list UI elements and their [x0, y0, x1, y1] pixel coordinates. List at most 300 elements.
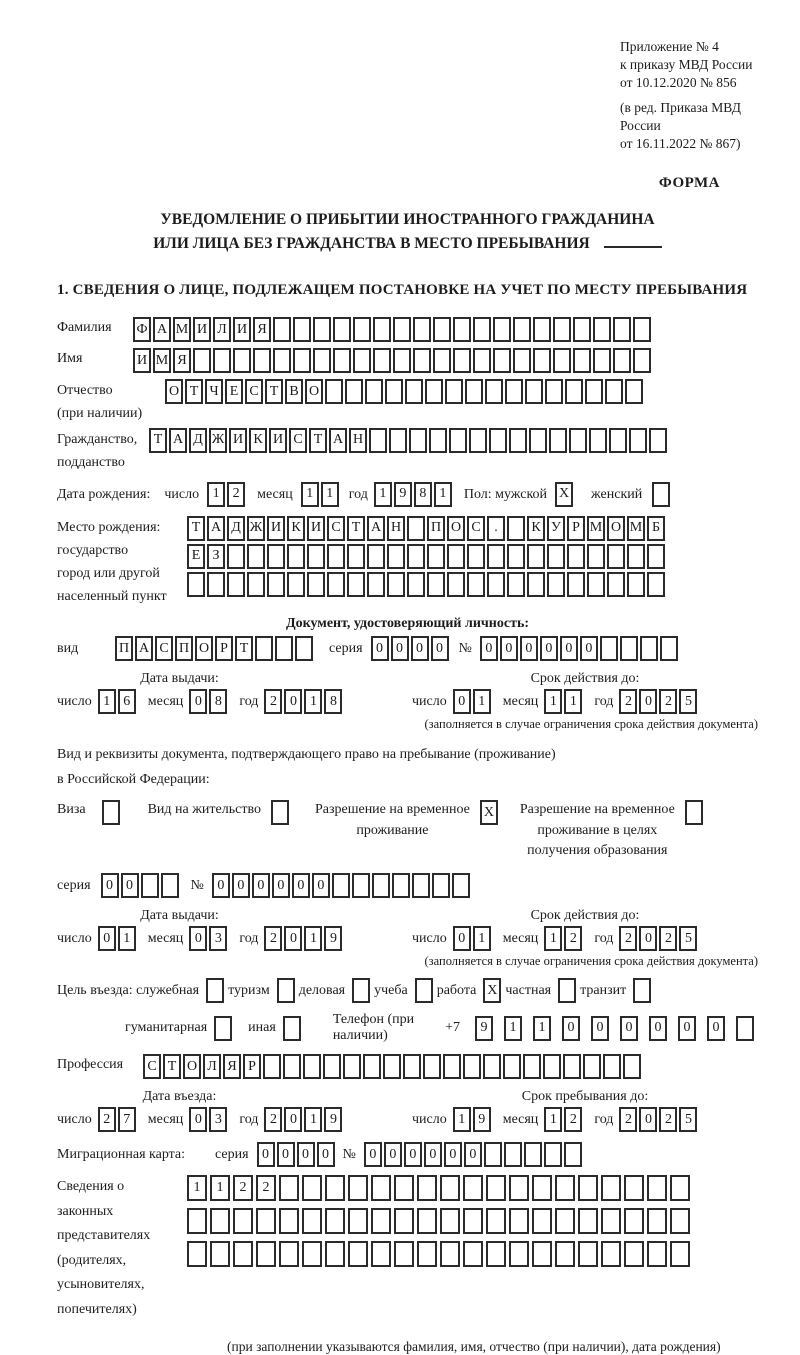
char-cell[interactable]: С: [327, 516, 345, 541]
char-cell[interactable]: 2: [564, 926, 582, 951]
char-cell[interactable]: [417, 1241, 437, 1267]
char-cell[interactable]: [489, 428, 507, 453]
char-cell[interactable]: [493, 348, 511, 373]
char-cell[interactable]: 5: [679, 1107, 697, 1132]
char-cell[interactable]: [463, 1054, 481, 1079]
char-cell[interactable]: 2: [264, 926, 282, 951]
char-cell[interactable]: [647, 1175, 667, 1201]
char-cell[interactable]: 1: [98, 689, 116, 714]
char-cell[interactable]: [287, 572, 305, 597]
char-cell[interactable]: [371, 1208, 391, 1234]
char-cell[interactable]: [507, 572, 525, 597]
char-cell[interactable]: [463, 1241, 483, 1267]
char-cell[interactable]: [367, 544, 385, 569]
char-cell[interactable]: С: [143, 1054, 161, 1079]
char-cell[interactable]: Т: [149, 428, 167, 453]
char-cell[interactable]: [283, 1054, 301, 1079]
char-cell[interactable]: О: [607, 516, 625, 541]
char-cell[interactable]: 0: [480, 636, 498, 661]
char-cell[interactable]: [287, 544, 305, 569]
char-cell[interactable]: 2: [659, 689, 677, 714]
char-cell[interactable]: [263, 1054, 281, 1079]
char-cell[interactable]: А: [169, 428, 187, 453]
char-cell[interactable]: 0: [232, 873, 250, 898]
char-cell[interactable]: 8: [209, 689, 227, 714]
char-cell[interactable]: [509, 1241, 529, 1267]
char-cell[interactable]: 0: [453, 689, 471, 714]
char-cell[interactable]: О: [165, 379, 183, 404]
char-cell[interactable]: [685, 800, 703, 825]
char-cell[interactable]: 0: [431, 636, 449, 661]
char-cell[interactable]: [405, 379, 423, 404]
char-cell[interactable]: [271, 800, 289, 825]
char-cell[interactable]: [513, 317, 531, 342]
char-cell[interactable]: 6: [118, 689, 136, 714]
char-cell[interactable]: [273, 348, 291, 373]
char-cell[interactable]: Ч: [205, 379, 223, 404]
char-cell[interactable]: Д: [189, 428, 207, 453]
char-cell[interactable]: 1: [321, 482, 339, 507]
char-cell[interactable]: [407, 516, 425, 541]
char-cell[interactable]: [313, 348, 331, 373]
char-cell[interactable]: 0: [500, 636, 518, 661]
char-cell[interactable]: [325, 1175, 345, 1201]
char-cell[interactable]: [323, 1054, 341, 1079]
char-cell[interactable]: [333, 317, 351, 342]
char-cell[interactable]: [589, 428, 607, 453]
char-cell[interactable]: Ф: [133, 317, 151, 342]
char-cell[interactable]: 0: [639, 689, 657, 714]
char-cell[interactable]: О: [447, 516, 465, 541]
char-cell[interactable]: [547, 544, 565, 569]
char-cell[interactable]: 7: [118, 1107, 136, 1132]
char-cell[interactable]: [509, 1208, 529, 1234]
char-cell[interactable]: 9: [324, 1107, 342, 1132]
char-cell[interactable]: [187, 1208, 207, 1234]
char-cell[interactable]: [187, 572, 205, 597]
char-cell[interactable]: 0: [312, 873, 330, 898]
char-cell[interactable]: [206, 978, 224, 1003]
char-cell[interactable]: 0: [540, 636, 558, 661]
char-cell[interactable]: И: [133, 348, 151, 373]
char-cell[interactable]: [383, 1054, 401, 1079]
char-cell[interactable]: [525, 379, 543, 404]
char-cell[interactable]: [573, 317, 591, 342]
char-cell[interactable]: [532, 1208, 552, 1234]
char-cell[interactable]: 1: [304, 689, 322, 714]
char-cell[interactable]: [433, 317, 451, 342]
char-cell[interactable]: 1: [473, 926, 491, 951]
char-cell[interactable]: 2: [98, 1107, 116, 1132]
char-cell[interactable]: А: [207, 516, 225, 541]
char-cell[interactable]: [473, 348, 491, 373]
char-cell[interactable]: [440, 1175, 460, 1201]
char-cell[interactable]: 0: [272, 873, 290, 898]
char-cell[interactable]: [453, 348, 471, 373]
char-cell[interactable]: 0: [404, 1142, 422, 1167]
char-cell[interactable]: [161, 873, 179, 898]
char-cell[interactable]: [407, 544, 425, 569]
char-cell[interactable]: [279, 1241, 299, 1267]
char-cell[interactable]: [493, 317, 511, 342]
char-cell[interactable]: 8: [414, 482, 432, 507]
char-cell[interactable]: [325, 1241, 345, 1267]
char-cell[interactable]: 0: [284, 689, 302, 714]
char-cell[interactable]: П: [175, 636, 193, 661]
char-cell[interactable]: X: [555, 482, 573, 507]
char-cell[interactable]: 1: [301, 482, 319, 507]
char-cell[interactable]: [352, 873, 370, 898]
char-cell[interactable]: [558, 978, 576, 1003]
char-cell[interactable]: [443, 1054, 461, 1079]
char-cell[interactable]: [413, 348, 431, 373]
char-cell[interactable]: 9: [324, 926, 342, 951]
char-cell[interactable]: Е: [187, 544, 205, 569]
char-cell[interactable]: [587, 572, 605, 597]
char-cell[interactable]: 0: [562, 1016, 580, 1041]
char-cell[interactable]: [415, 978, 433, 1003]
char-cell[interactable]: [467, 572, 485, 597]
char-cell[interactable]: [670, 1175, 690, 1201]
char-cell[interactable]: [593, 317, 611, 342]
char-cell[interactable]: [504, 1142, 522, 1167]
char-cell[interactable]: 0: [580, 636, 598, 661]
char-cell[interactable]: [573, 348, 591, 373]
char-cell[interactable]: [624, 1175, 644, 1201]
char-cell[interactable]: Т: [347, 516, 365, 541]
char-cell[interactable]: [325, 379, 343, 404]
char-cell[interactable]: А: [329, 428, 347, 453]
char-cell[interactable]: [649, 428, 667, 453]
char-cell[interactable]: [670, 1208, 690, 1234]
char-cell[interactable]: 0: [212, 873, 230, 898]
char-cell[interactable]: 1: [187, 1175, 207, 1201]
char-cell[interactable]: [413, 317, 431, 342]
char-cell[interactable]: [567, 544, 585, 569]
char-cell[interactable]: [564, 1142, 582, 1167]
char-cell[interactable]: [447, 572, 465, 597]
char-cell[interactable]: 0: [277, 1142, 295, 1167]
char-cell[interactable]: 1: [544, 1107, 562, 1132]
char-cell[interactable]: М: [627, 516, 645, 541]
char-cell[interactable]: [545, 379, 563, 404]
char-cell[interactable]: 1: [473, 689, 491, 714]
char-cell[interactable]: 1: [564, 689, 582, 714]
char-cell[interactable]: [369, 428, 387, 453]
char-cell[interactable]: [273, 317, 291, 342]
char-cell[interactable]: [647, 1241, 667, 1267]
char-cell[interactable]: [652, 482, 670, 507]
char-cell[interactable]: С: [245, 379, 263, 404]
char-cell[interactable]: [527, 544, 545, 569]
char-cell[interactable]: [423, 1054, 441, 1079]
char-cell[interactable]: [507, 516, 525, 541]
char-cell[interactable]: [102, 800, 120, 825]
char-cell[interactable]: 0: [189, 926, 207, 951]
char-cell[interactable]: 0: [101, 873, 119, 898]
char-cell[interactable]: [463, 1208, 483, 1234]
char-cell[interactable]: [487, 544, 505, 569]
char-cell[interactable]: [620, 636, 638, 661]
char-cell[interactable]: И: [229, 428, 247, 453]
char-cell[interactable]: [393, 348, 411, 373]
char-cell[interactable]: [603, 1054, 621, 1079]
char-cell[interactable]: [583, 1054, 601, 1079]
char-cell[interactable]: [425, 379, 443, 404]
char-cell[interactable]: Т: [265, 379, 283, 404]
char-cell[interactable]: [343, 1054, 361, 1079]
char-cell[interactable]: [633, 348, 651, 373]
char-cell[interactable]: 1: [374, 482, 392, 507]
char-cell[interactable]: 0: [257, 1142, 275, 1167]
char-cell[interactable]: 2: [227, 482, 245, 507]
char-cell[interactable]: [193, 348, 211, 373]
char-cell[interactable]: [670, 1241, 690, 1267]
char-cell[interactable]: [505, 379, 523, 404]
char-cell[interactable]: О: [195, 636, 213, 661]
char-cell[interactable]: М: [173, 317, 191, 342]
char-cell[interactable]: [629, 428, 647, 453]
char-cell[interactable]: [394, 1175, 414, 1201]
char-cell[interactable]: 8: [324, 689, 342, 714]
char-cell[interactable]: [549, 428, 567, 453]
char-cell[interactable]: Е: [225, 379, 243, 404]
char-cell[interactable]: [613, 317, 631, 342]
char-cell[interactable]: [467, 544, 485, 569]
char-cell[interactable]: [371, 1175, 391, 1201]
char-cell[interactable]: [394, 1241, 414, 1267]
char-cell[interactable]: [303, 1054, 321, 1079]
char-cell[interactable]: Б: [647, 516, 665, 541]
char-cell[interactable]: [352, 978, 370, 1003]
char-cell[interactable]: [555, 1208, 575, 1234]
char-cell[interactable]: 0: [364, 1142, 382, 1167]
char-cell[interactable]: [348, 1208, 368, 1234]
char-cell[interactable]: [633, 317, 651, 342]
char-cell[interactable]: [353, 348, 371, 373]
char-cell[interactable]: З: [207, 544, 225, 569]
char-cell[interactable]: 0: [189, 1107, 207, 1132]
char-cell[interactable]: [578, 1241, 598, 1267]
char-cell[interactable]: [327, 544, 345, 569]
char-cell[interactable]: И: [193, 317, 211, 342]
char-cell[interactable]: [609, 428, 627, 453]
char-cell[interactable]: [213, 348, 231, 373]
char-cell[interactable]: [267, 572, 285, 597]
char-cell[interactable]: [295, 636, 313, 661]
char-cell[interactable]: [279, 1175, 299, 1201]
char-cell[interactable]: 5: [679, 689, 697, 714]
char-cell[interactable]: [532, 1241, 552, 1267]
char-cell[interactable]: [486, 1241, 506, 1267]
char-cell[interactable]: [227, 572, 245, 597]
char-cell[interactable]: [593, 348, 611, 373]
char-cell[interactable]: [429, 428, 447, 453]
char-cell[interactable]: [256, 1241, 276, 1267]
char-cell[interactable]: Я: [173, 348, 191, 373]
char-cell[interactable]: Т: [309, 428, 327, 453]
char-cell[interactable]: 2: [256, 1175, 276, 1201]
char-cell[interactable]: [440, 1241, 460, 1267]
char-cell[interactable]: [387, 572, 405, 597]
char-cell[interactable]: [509, 428, 527, 453]
char-cell[interactable]: С: [467, 516, 485, 541]
char-cell[interactable]: X: [480, 800, 498, 825]
char-cell[interactable]: 1: [434, 482, 452, 507]
char-cell[interactable]: Т: [185, 379, 203, 404]
char-cell[interactable]: [483, 1054, 501, 1079]
char-cell[interactable]: [348, 1241, 368, 1267]
char-cell[interactable]: [247, 572, 265, 597]
char-cell[interactable]: [210, 1241, 230, 1267]
char-cell[interactable]: 1: [533, 1016, 551, 1041]
char-cell[interactable]: [307, 544, 325, 569]
char-cell[interactable]: К: [527, 516, 545, 541]
char-cell[interactable]: [624, 1241, 644, 1267]
char-cell[interactable]: 2: [619, 926, 637, 951]
char-cell[interactable]: Ж: [247, 516, 265, 541]
char-cell[interactable]: Л: [203, 1054, 221, 1079]
char-cell[interactable]: [486, 1175, 506, 1201]
char-cell[interactable]: [345, 379, 363, 404]
char-cell[interactable]: [247, 544, 265, 569]
char-cell[interactable]: [543, 1054, 561, 1079]
char-cell[interactable]: 2: [619, 1107, 637, 1132]
char-cell[interactable]: Н: [387, 516, 405, 541]
char-cell[interactable]: 2: [564, 1107, 582, 1132]
char-cell[interactable]: 5: [679, 926, 697, 951]
char-cell[interactable]: [440, 1208, 460, 1234]
char-cell[interactable]: 0: [444, 1142, 462, 1167]
char-cell[interactable]: [307, 572, 325, 597]
char-cell[interactable]: 0: [591, 1016, 609, 1041]
char-cell[interactable]: [553, 348, 571, 373]
char-cell[interactable]: 0: [411, 636, 429, 661]
char-cell[interactable]: [533, 317, 551, 342]
char-cell[interactable]: 0: [678, 1016, 696, 1041]
char-cell[interactable]: [487, 572, 505, 597]
char-cell[interactable]: [187, 1241, 207, 1267]
char-cell[interactable]: В: [285, 379, 303, 404]
char-cell[interactable]: 0: [317, 1142, 335, 1167]
char-cell[interactable]: А: [153, 317, 171, 342]
char-cell[interactable]: [373, 348, 391, 373]
char-cell[interactable]: 0: [384, 1142, 402, 1167]
char-cell[interactable]: 0: [520, 636, 538, 661]
char-cell[interactable]: [532, 1175, 552, 1201]
char-cell[interactable]: [736, 1016, 754, 1041]
char-cell[interactable]: 1: [544, 926, 562, 951]
char-cell[interactable]: [555, 1175, 575, 1201]
char-cell[interactable]: [353, 317, 371, 342]
char-cell[interactable]: 2: [264, 1107, 282, 1132]
char-cell[interactable]: [293, 348, 311, 373]
char-cell[interactable]: [567, 572, 585, 597]
char-cell[interactable]: 0: [639, 1107, 657, 1132]
char-cell[interactable]: [141, 873, 159, 898]
char-cell[interactable]: 0: [121, 873, 139, 898]
char-cell[interactable]: [660, 636, 678, 661]
char-cell[interactable]: [601, 1241, 621, 1267]
char-cell[interactable]: [601, 1175, 621, 1201]
char-cell[interactable]: Т: [163, 1054, 181, 1079]
char-cell[interactable]: П: [115, 636, 133, 661]
char-cell[interactable]: [503, 1054, 521, 1079]
char-cell[interactable]: [463, 1175, 483, 1201]
char-cell[interactable]: 0: [707, 1016, 725, 1041]
char-cell[interactable]: [529, 428, 547, 453]
char-cell[interactable]: [578, 1208, 598, 1234]
char-cell[interactable]: [627, 572, 645, 597]
char-cell[interactable]: [432, 873, 450, 898]
char-cell[interactable]: [449, 428, 467, 453]
char-cell[interactable]: [547, 572, 565, 597]
char-cell[interactable]: [233, 1241, 253, 1267]
char-cell[interactable]: [640, 636, 658, 661]
char-cell[interactable]: 1: [453, 1107, 471, 1132]
char-cell[interactable]: [385, 379, 403, 404]
char-cell[interactable]: [363, 1054, 381, 1079]
char-cell[interactable]: [227, 544, 245, 569]
char-cell[interactable]: [347, 572, 365, 597]
char-cell[interactable]: 1: [504, 1016, 522, 1041]
char-cell[interactable]: [417, 1208, 437, 1234]
char-cell[interactable]: [253, 348, 271, 373]
char-cell[interactable]: Я: [223, 1054, 241, 1079]
char-cell[interactable]: С: [289, 428, 307, 453]
char-cell[interactable]: [279, 1208, 299, 1234]
char-cell[interactable]: [647, 544, 665, 569]
char-cell[interactable]: 0: [649, 1016, 667, 1041]
char-cell[interactable]: Т: [235, 636, 253, 661]
char-cell[interactable]: [214, 1016, 232, 1041]
char-cell[interactable]: 0: [424, 1142, 442, 1167]
char-cell[interactable]: [465, 379, 483, 404]
char-cell[interactable]: 3: [209, 926, 227, 951]
char-cell[interactable]: [256, 1208, 276, 1234]
char-cell[interactable]: [367, 572, 385, 597]
char-cell[interactable]: [555, 1241, 575, 1267]
char-cell[interactable]: [578, 1175, 598, 1201]
char-cell[interactable]: Ж: [209, 428, 227, 453]
char-cell[interactable]: 0: [464, 1142, 482, 1167]
char-cell[interactable]: [275, 636, 293, 661]
char-cell[interactable]: [412, 873, 430, 898]
char-cell[interactable]: 0: [189, 689, 207, 714]
char-cell[interactable]: [325, 1208, 345, 1234]
char-cell[interactable]: [485, 379, 503, 404]
char-cell[interactable]: [524, 1142, 542, 1167]
char-cell[interactable]: [647, 572, 665, 597]
char-cell[interactable]: [332, 873, 350, 898]
char-cell[interactable]: [302, 1175, 322, 1201]
char-cell[interactable]: 2: [619, 689, 637, 714]
char-cell[interactable]: [486, 1208, 506, 1234]
char-cell[interactable]: 0: [297, 1142, 315, 1167]
char-cell[interactable]: [313, 317, 331, 342]
char-cell[interactable]: [452, 873, 470, 898]
char-cell[interactable]: [210, 1208, 230, 1234]
char-cell[interactable]: [565, 379, 583, 404]
char-cell[interactable]: Р: [567, 516, 585, 541]
char-cell[interactable]: [600, 636, 618, 661]
char-cell[interactable]: [453, 317, 471, 342]
char-cell[interactable]: [513, 348, 531, 373]
char-cell[interactable]: [605, 379, 623, 404]
char-cell[interactable]: [613, 348, 631, 373]
char-cell[interactable]: П: [427, 516, 445, 541]
char-cell[interactable]: Н: [349, 428, 367, 453]
